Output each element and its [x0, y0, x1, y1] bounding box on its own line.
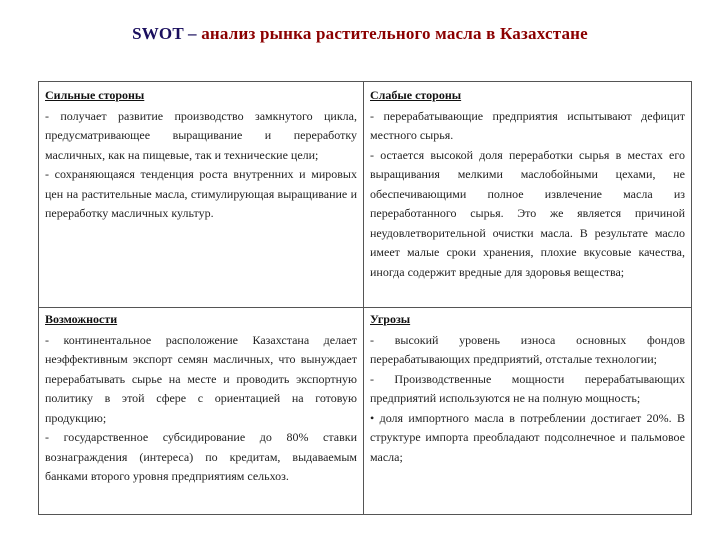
strengths-item: - сохраняющаяся тенденция роста внутренних и мировых цен на растительные масла, стимулирующая выращивание и переработку масличных культур. [45, 167, 357, 220]
page-title [0, 24, 720, 44]
weaknesses-cell [364, 82, 691, 308]
opportunities-item: - государственное субсидирование до 80% ставки вознаграждения (интереса) по кредитам, выдаваемым банками второго уровня предприятиям сельхоз. [45, 430, 357, 483]
threats-item: - Производственные мощности перерабатывающих предприятий используются не на полную мощность; [370, 371, 685, 405]
threats-header: Угрозы [370, 312, 411, 326]
weaknesses-item: - остается высокой доля переработки сырья в местах его выращивания мелкими маслобойными цехами, не обеспечивающими полное извлечение масла из переработанного сырья. Это же является причиной неудовлетворительной очистки масла. В результате масло имеет малые сроки хранения, плохие вкусовые качества, иногда содержит вредные для здоровья вещества; [370, 147, 685, 279]
strengths-item: - получает развитие производство замкнутого цикла, предусматривающее выращивание и переработку масличных, как на пищевые, так и технические цели; [45, 108, 357, 162]
weaknesses-item: - перерабатывающие предприятия испытывают дефицит местного сырья. [370, 108, 685, 142]
opportunities-item: - континентальное расположение Казахстана делает неэффективным экспорт семян масличных, что вынуждает перерабатывать сырье на месте и проводить экспортную политику в этой сфере с ориентацией на готовую продукцию; [45, 332, 357, 425]
weaknesses-header: Слабые стороны [370, 88, 462, 102]
strengths-cell [39, 82, 364, 308]
opportunities-cell [39, 308, 364, 514]
threats-cell [364, 308, 691, 514]
opportunities-header: Возможности [45, 312, 118, 326]
title-main: анализ рынка растительного масла в Казахстане [201, 24, 588, 43]
swot-table [38, 81, 692, 515]
threats-item: • доля импортного масла в потреблении достигает 20%. В структуре импорта преобладают подсолнечное и пальмовое масла; [370, 410, 685, 464]
title-prefix: SWOT – [132, 24, 202, 43]
strengths-header: Сильные стороны [45, 88, 145, 102]
threats-item: - высокий уровень износа основных фондов перерабатывающих предприятий, отсталые технологии; [370, 332, 685, 366]
